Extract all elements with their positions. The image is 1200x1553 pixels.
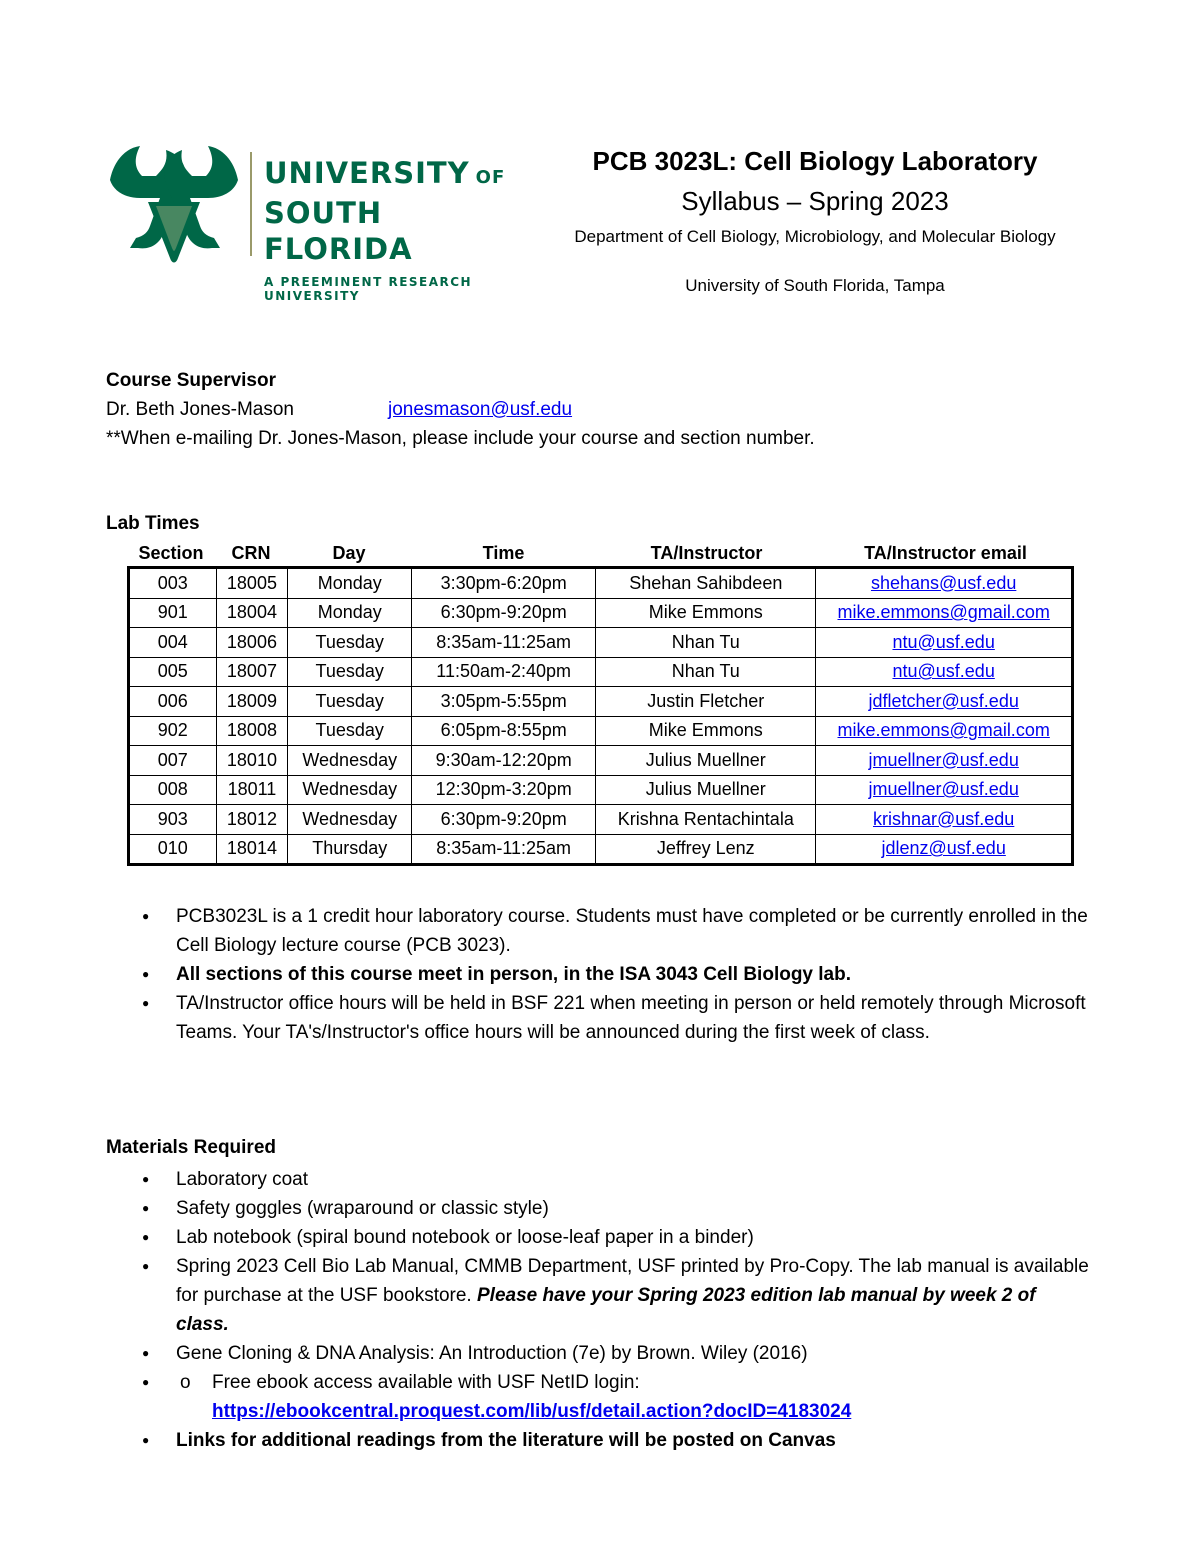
- table-cell-section: 004: [129, 628, 217, 658]
- table-cell-day: Thursday: [288, 834, 412, 865]
- bull-horns-logo-icon: [104, 140, 244, 268]
- table-cell-ta: Krishna Rentachintala: [596, 805, 816, 835]
- table-cell-ta: Shehan Sahibdeen: [596, 568, 816, 599]
- table-cell-section: 007: [129, 746, 217, 776]
- list-item: ● Gene Cloning & DNA Analysis: An Introduction (7e) by Brown. Wiley (2016): [140, 1339, 1090, 1368]
- materials-list: [140, 1165, 1090, 1455]
- table-cell-email: [816, 657, 1073, 687]
- table-cell-section: 901: [129, 598, 217, 628]
- table-cell-crn: 18012: [216, 805, 288, 835]
- table-cell-crn: 18009: [216, 687, 288, 717]
- list-item: ● PCB3023L is a 1 credit hour laboratory course. Students must have completed or be currently enrolled in the Cell Biology lecture course (PCB 3023).: [140, 902, 1090, 960]
- supervisor-name: Dr. Beth Jones-Mason: [106, 399, 294, 420]
- table-cell-time: 6:30pm-9:20pm: [412, 598, 596, 628]
- table-cell-section: 008: [129, 775, 217, 805]
- table-cell-crn: 18007: [216, 657, 288, 687]
- table-cell-email: [816, 568, 1073, 599]
- table-cell-ta: Nhan Tu: [596, 657, 816, 687]
- table-cell-day: Wednesday: [288, 746, 412, 776]
- lab-schedule-body: [129, 568, 1073, 865]
- ta-email-link[interactable]: shehans@usf.edu: [870, 572, 1017, 593]
- table-cell-email: [816, 834, 1073, 865]
- table-cell-day: Tuesday: [288, 657, 412, 687]
- supervisor-note: **When e-mailing Dr. Jones-Mason, please include your course and section number.: [106, 428, 815, 449]
- logo-line2: SOUTH FLORIDA: [264, 196, 413, 266]
- table-cell-time: 6:05pm-8:55pm: [412, 716, 596, 746]
- col-header-section: Section: [138, 543, 204, 563]
- logo-divider: [250, 152, 252, 256]
- table-cell-section: 010: [129, 834, 217, 865]
- table-cell-time: 9:30am-12:20pm: [412, 746, 596, 776]
- table-cell-day: Monday: [288, 568, 412, 599]
- ta-email-link[interactable]: mike.emmons@gmail.com: [837, 720, 1050, 741]
- table-cell-email: [816, 805, 1073, 835]
- table-cell-time: 11:50am-2:40pm: [412, 657, 596, 687]
- table-row: [129, 834, 1073, 865]
- page-subtitle: Syllabus – Spring 2023: [681, 186, 949, 216]
- table-cell-ta: Jeffrey Lenz: [596, 834, 816, 865]
- table-cell-section: 902: [129, 716, 217, 746]
- table-cell-time: 8:35am-11:25am: [412, 834, 596, 865]
- logo-line1: UNIVERSITY: [264, 156, 470, 190]
- table-cell-section: 006: [129, 687, 217, 717]
- list-item: [140, 1368, 1090, 1426]
- ebook-link[interactable]: https://ebookcentral.proquest.com/lib/usf/detail.action?docID=4183024: [212, 1401, 852, 1422]
- table-row: [129, 568, 1073, 599]
- materials-heading: Materials Required: [106, 1137, 276, 1158]
- page-title: PCB 3023L: Cell Biology Laboratory: [592, 146, 1038, 176]
- ta-email-link[interactable]: jmuellner@usf.edu: [868, 779, 1019, 800]
- ta-email-link[interactable]: jmuellner@usf.edu: [868, 749, 1019, 770]
- table-row: [129, 716, 1073, 746]
- list-item: ● Links for additional readings from the literature will be posted on Canvas: [140, 1426, 1090, 1455]
- table-cell-crn: 18011: [216, 775, 288, 805]
- lab-times-heading: Lab Times: [106, 513, 200, 534]
- col-header-ta-email: TA/Instructor email: [864, 543, 1027, 563]
- table-cell-ta: Justin Fletcher: [596, 687, 816, 717]
- university-name: University of South Florida, Tampa: [685, 276, 945, 295]
- list-item: [140, 1252, 1090, 1339]
- table-cell-day: Tuesday: [288, 716, 412, 746]
- logo-tagline: A PREEMINENT RESEARCH UNIVERSITY: [264, 275, 473, 303]
- table-cell-time: 12:30pm-3:20pm: [412, 775, 596, 805]
- supervisor-email-link[interactable]: jonesmason@usf.edu: [388, 399, 573, 420]
- ta-email-link[interactable]: jdlenz@usf.edu: [881, 838, 1006, 859]
- table-cell-email: [816, 687, 1073, 717]
- table-cell-ta: Julius Muellner: [596, 775, 816, 805]
- table-cell-day: Wednesday: [288, 805, 412, 835]
- lab-manual-text: Spring 2023 Cell Bio Lab Manual, CMMB Department, USF printed by Pro-Copy. The lab manual is available for purchase at the USF bookstore.: [176, 1256, 1089, 1306]
- sub-list-container: [140, 1368, 1090, 1426]
- table-row: [129, 628, 1073, 658]
- table-cell-ta: Nhan Tu: [596, 628, 816, 658]
- list-item: ● TA/Instructor office hours will be held in BSF 221 when meeting in person or held remotely through Microsoft Teams. Your TA's/Instructor's office hours will be announced during the first week of class.: [140, 989, 1090, 1047]
- table-cell-ta: Mike Emmons: [596, 598, 816, 628]
- col-header-time: Time: [482, 543, 525, 563]
- list-item: ● All sections of this course meet in person, in the ISA 3043 Cell Biology lab.: [140, 960, 1090, 989]
- logo-line1-of: OF: [475, 167, 506, 188]
- lab-manual-emphasis: Please have your Spring 2023 edition lab manual by week 2 of class.: [176, 1285, 1036, 1335]
- table-cell-time: 8:35am-11:25am: [412, 628, 596, 658]
- ebook-sublist: [140, 1368, 1090, 1426]
- table-cell-email: [816, 628, 1073, 658]
- table-cell-crn: 18004: [216, 598, 288, 628]
- table-cell-crn: 18010: [216, 746, 288, 776]
- table-cell-section: 005: [129, 657, 217, 687]
- ta-email-link[interactable]: ntu@usf.edu: [892, 631, 995, 652]
- table-cell-ta: Julius Muellner: [596, 746, 816, 776]
- table-cell-crn: 18008: [216, 716, 288, 746]
- col-header-day: Day: [332, 543, 366, 563]
- table-cell-email: [816, 598, 1073, 628]
- ta-email-link[interactable]: krishnar@usf.edu: [872, 808, 1015, 829]
- table-row: [129, 775, 1073, 805]
- col-header-ta: TA/Instructor: [650, 543, 763, 563]
- table-cell-section: 903: [129, 805, 217, 835]
- table-cell-day: Tuesday: [288, 628, 412, 658]
- table-cell-day: Wednesday: [288, 775, 412, 805]
- table-cell-time: 6:30pm-9:20pm: [412, 805, 596, 835]
- ebook-note: Free ebook access available with USF NetID login:: [212, 1372, 640, 1393]
- table-cell-time: 3:05pm-5:55pm: [412, 687, 596, 717]
- table-row: [129, 805, 1073, 835]
- ta-email-link[interactable]: jdfletcher@usf.edu: [868, 690, 1019, 711]
- table-cell-ta: Mike Emmons: [596, 716, 816, 746]
- table-row: [129, 746, 1073, 776]
- list-item: ● Safety goggles (wraparound or classic style): [140, 1194, 1090, 1223]
- usf-logo: [104, 140, 516, 303]
- table-cell-email: [816, 746, 1073, 776]
- course-notes-list: [140, 902, 1090, 1047]
- table-cell-email: [816, 716, 1073, 746]
- table-row: [129, 657, 1073, 687]
- table-cell-crn: 18014: [216, 834, 288, 865]
- logo-wordmark: [264, 156, 516, 303]
- ta-email-link[interactable]: mike.emmons@gmail.com: [837, 602, 1050, 623]
- department-name: Department of Cell Biology, Microbiology, and Molecular Biology: [574, 227, 1056, 246]
- table-cell-section: 003: [129, 568, 217, 599]
- table-cell-crn: 18005: [216, 568, 288, 599]
- list-item: ● Lab notebook (spiral bound notebook or loose-leaf paper in a binder): [140, 1223, 1090, 1252]
- supervisor-heading: Course Supervisor: [106, 370, 276, 391]
- ta-email-link[interactable]: ntu@usf.edu: [892, 661, 995, 682]
- table-cell-crn: 18006: [216, 628, 288, 658]
- table-row: [129, 687, 1073, 717]
- list-item: ● Laboratory coat: [140, 1165, 1090, 1194]
- table-cell-day: Monday: [288, 598, 412, 628]
- table-cell-day: Tuesday: [288, 687, 412, 717]
- lab-schedule-table: [127, 566, 1074, 866]
- table-cell-time: 3:30pm-6:20pm: [412, 568, 596, 599]
- table-row: [129, 598, 1073, 628]
- col-header-crn: CRN: [231, 543, 271, 563]
- table-cell-email: [816, 775, 1073, 805]
